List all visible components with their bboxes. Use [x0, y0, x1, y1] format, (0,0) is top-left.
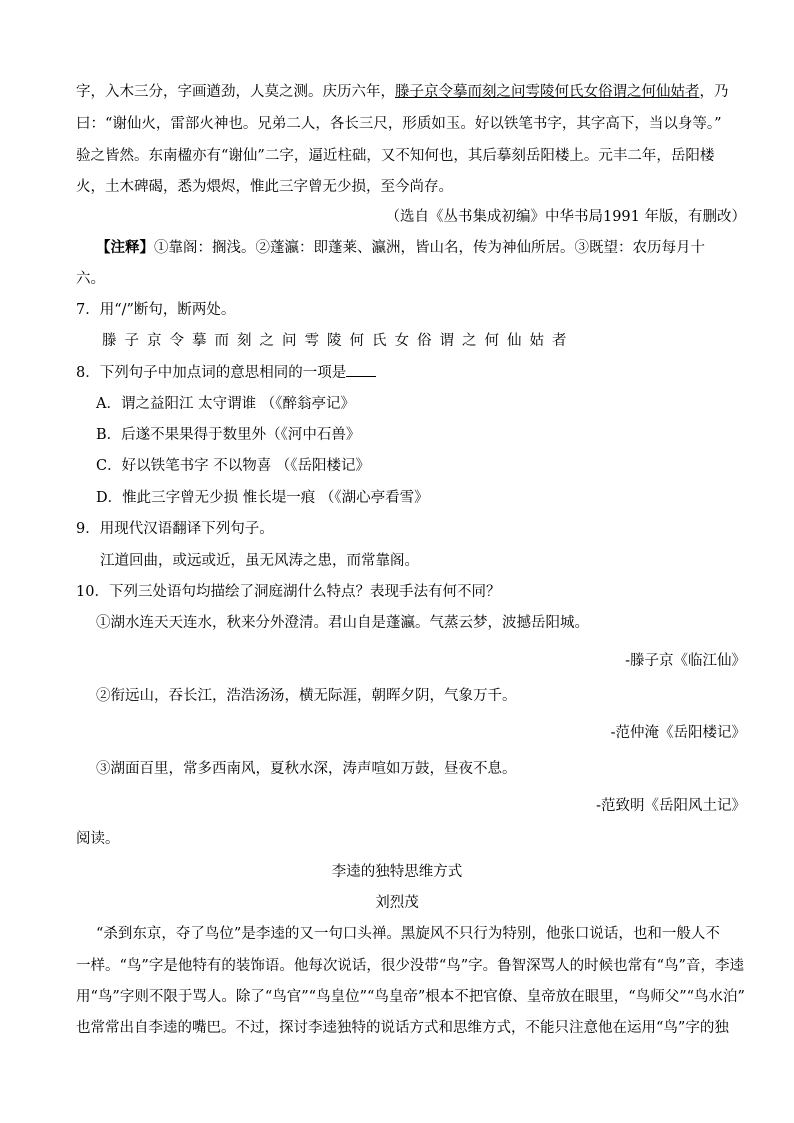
annotation-label: 【注释】 [96, 239, 154, 256]
reading-title: 李逵的独特思维方式 [331, 864, 463, 880]
reading-author: 刘烈茂 [375, 895, 419, 911]
passage-source: （选自《丛书集成初编》中华书局1991 年版，有删改） [385, 209, 746, 225]
quote-1-source: -滕子京《临江仙》 [625, 653, 746, 669]
option-b: B．后遂不果果得于数里外（《河中石兽》 [96, 427, 361, 443]
question-9-text: 江道回曲，或远或近，虽无风涛之患，而常靠阁。 [100, 553, 419, 569]
passage-text: 字，入木三分，字画遒劲，人莫之测。庆历六年， [76, 84, 395, 100]
quote-2: ②衔远山，吞长江，浩浩汤汤，横无际涯，朝晖夕阴，气象万千。 [96, 688, 517, 704]
question-8-text: 8．下列句子中加点词的意思相同的一项是 [76, 365, 347, 381]
question-9-stem: 9．用现代汉语翻译下列句子。 [76, 521, 274, 537]
reading-line-3: 用“鸟”字则不限于骂人。除了“鸟官”“鸟皇位”“鸟皇帝”根本不把官僚、皇帝放在眼里，“鸟师父”“鸟水泊” [76, 989, 745, 1005]
reading-line-4: 也常常出自李逵的嘴巴。不过，探讨李逵独特的说话方式和思维方式，不能只注意他在运用“鸟”字的独 [76, 1020, 729, 1036]
reading-line-1: “杀到东京，夺了鸟位”是李逵的又一句口头禅。黑旋风不只行为特别，他张口说话，也和一般人不 [96, 926, 720, 942]
passage-line-3: 验之皆然。东南楹亦有“谢仙”二字，逼近柱础，又不知何也，其后摹刻岳阳楼上。元丰二年，岳阳楼 [76, 148, 715, 164]
answer-blank[interactable] [346, 362, 376, 377]
annotation-continuation: 六。 [76, 271, 105, 287]
option-d: D．惟此三字曾无少损 惟长堤一痕 （《湖心亭看雪》 [96, 490, 429, 506]
question-10-stem: 10．下列三处语句均描绘了洞庭湖什么特点？表现手法有何不同？ [76, 584, 501, 600]
quote-2-source: -范仲淹《岳阳楼记》 [610, 725, 746, 741]
passage-line-4: 火，土木碑碣，悉为煨烬，惟此三字曾无少损，至今尚存。 [76, 179, 453, 195]
quote-3-source: -范致明《岳阳风土记》 [596, 798, 746, 814]
reading-intro: 阅读。 [76, 831, 120, 847]
passage-text: ，乃 [699, 84, 729, 100]
option-a: A．谓之益阳江 太守谓谁 （《醉翁亭记》 [96, 396, 355, 412]
quote-1: ①湖水连天天连水，秋来分外澄清。君山自是蓬瀛。气蒸云梦，波撼岳阳城。 [96, 615, 589, 631]
reading-line-2: 一样。“鸟”字是他特有的装饰语。他每次说话，很少没带“鸟”字。鲁智深骂人的时候也常有“鸟”音，李逵 [76, 958, 744, 974]
underlined-sentence: 滕子京令摹而刻之问雩陵何氏女俗谓之何仙姑者 [395, 84, 700, 100]
passage-line-1 [76, 82, 746, 102]
option-c: C．好以铁笔书字 不以物喜 （《岳阳楼记》 [96, 458, 371, 474]
question-7-stem: 7．用“/”断句，断两处。 [76, 302, 236, 318]
quote-3: ③湖面百里，常多西南风，夏秋水深，涛声喧如万鼓，昼夜不息。 [96, 761, 517, 777]
question-8-stem [76, 362, 746, 383]
annotation-text: ①靠阁：搁浅。②蓬瀛：即蓬莱、瀛洲，皆山名，传为神仙所居。③既望：农历每月十 [154, 240, 705, 256]
annotation-line [96, 238, 746, 258]
question-7-text: 滕子京令摹而刻之问雩陵何氏女俗谓之何仙姑者 [102, 333, 575, 349]
passage-line-2: 曰：“谢仙火，雷部火神也。兄弟二人，各长三尺，形质如玉。好以铁笔书字，其字高下，当以身等。” [76, 116, 722, 132]
